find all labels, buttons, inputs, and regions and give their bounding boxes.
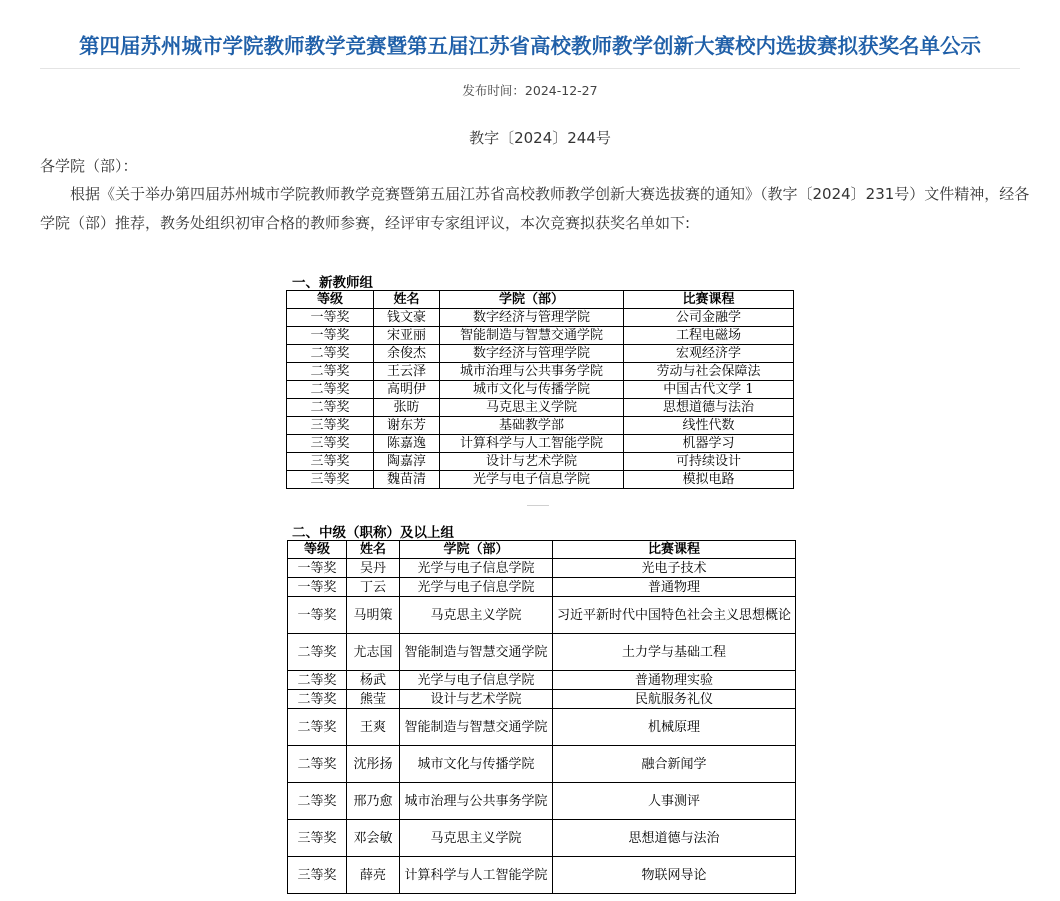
table-row bbox=[287, 381, 794, 399]
cell-college: 城市文化与传播学院 bbox=[440, 381, 624, 399]
title-divider bbox=[40, 68, 1020, 69]
cell-course: 人事测评 bbox=[553, 783, 796, 820]
cell-teacher-name: 丁云 bbox=[347, 578, 400, 597]
table-header-row bbox=[287, 291, 794, 309]
cell-course: 物联网导论 bbox=[553, 857, 796, 894]
cell-college: 计算科学与人工智能学院 bbox=[440, 435, 624, 453]
cell-course: 光电子技术 bbox=[553, 559, 796, 578]
table-row bbox=[288, 690, 796, 709]
cell-college: 城市治理与公共事务学院 bbox=[400, 783, 553, 820]
cell-college: 基础教学部 bbox=[440, 417, 624, 435]
cell-college: 城市治理与公共事务学院 bbox=[440, 363, 624, 381]
column-header-course: 比赛课程 bbox=[624, 291, 794, 309]
cell-college: 数字经济与管理学院 bbox=[440, 345, 624, 363]
cell-teacher-name: 陈嘉逸 bbox=[374, 435, 440, 453]
cell-course: 机械原理 bbox=[553, 709, 796, 746]
table-row bbox=[287, 435, 794, 453]
cell-award-level: 二等奖 bbox=[287, 381, 374, 399]
cell-award-level: 三等奖 bbox=[288, 857, 347, 894]
publish-date: 2024-12-27 bbox=[524, 83, 598, 98]
cell-award-level: 二等奖 bbox=[287, 363, 374, 381]
cell-award-level: 三等奖 bbox=[287, 471, 374, 489]
cell-teacher-name: 杨武 bbox=[347, 671, 400, 690]
cell-course: 模拟电路 bbox=[624, 471, 794, 489]
cell-college: 马克思主义学院 bbox=[440, 399, 624, 417]
cell-teacher-name: 余俊杰 bbox=[374, 345, 440, 363]
group1-title: 一、新教师组 bbox=[292, 275, 373, 291]
table-row bbox=[287, 327, 794, 345]
cell-course: 融合新闻学 bbox=[553, 746, 796, 783]
cell-award-level: 三等奖 bbox=[288, 820, 347, 857]
cell-award-level: 一等奖 bbox=[287, 309, 374, 327]
table-row bbox=[288, 634, 796, 671]
cell-award-level: 二等奖 bbox=[288, 746, 347, 783]
table-row bbox=[287, 471, 794, 489]
group2-title: 二、中级（职称）及以上组 bbox=[292, 525, 454, 541]
cell-college: 光学与电子信息学院 bbox=[400, 671, 553, 690]
cell-award-level: 二等奖 bbox=[287, 399, 374, 417]
body-paragraph: 根据《关于举办第四届苏州城市学院教师教学竞赛暨第五届江苏省高校教师教学创新大赛选拔赛的通知》（教字〔2024〕231号）文件精神，经各学院（部）推荐，教务处组织初审合格的教师参赛，经评审专家组评议，本次竞赛拟获奖名单如下: bbox=[40, 185, 1030, 232]
column-header-award-level: 等级 bbox=[287, 291, 374, 309]
table-header-row bbox=[288, 541, 796, 559]
cell-college: 马克思主义学院 bbox=[400, 597, 553, 634]
salutation: 各学院（部）： bbox=[40, 157, 138, 175]
table-row bbox=[287, 453, 794, 471]
new-teacher-award-table bbox=[286, 290, 794, 489]
table-row bbox=[287, 399, 794, 417]
table-row bbox=[288, 597, 796, 634]
cell-award-level: 二等奖 bbox=[288, 690, 347, 709]
cell-college: 智能制造与智慧交通学院 bbox=[440, 327, 624, 345]
cell-course: 土力学与基础工程 bbox=[553, 634, 796, 671]
column-header-teacher-name: 姓名 bbox=[347, 541, 400, 559]
cell-teacher-name: 王爽 bbox=[347, 709, 400, 746]
cell-course: 民航服务礼仪 bbox=[553, 690, 796, 709]
cell-teacher-name: 邢乃愈 bbox=[347, 783, 400, 820]
cell-course: 劳动与社会保障法 bbox=[624, 363, 794, 381]
cell-teacher-name: 邓会敏 bbox=[347, 820, 400, 857]
senior-teacher-award-table bbox=[287, 540, 796, 894]
cell-course: 普通物理实验 bbox=[553, 671, 796, 690]
cell-teacher-name: 谢东芳 bbox=[374, 417, 440, 435]
cell-course: 工程电磁场 bbox=[624, 327, 794, 345]
cell-college: 光学与电子信息学院 bbox=[400, 559, 553, 578]
cell-teacher-name: 陶嘉淳 bbox=[374, 453, 440, 471]
cell-course: 习近平新时代中国特色社会主义思想概论 bbox=[553, 597, 796, 634]
cell-award-level: 一等奖 bbox=[288, 559, 347, 578]
cell-course: 可持续设计 bbox=[624, 453, 794, 471]
cell-college: 数字经济与管理学院 bbox=[440, 309, 624, 327]
cell-award-level: 一等奖 bbox=[288, 578, 347, 597]
cell-teacher-name: 魏苗清 bbox=[374, 471, 440, 489]
column-header-college: 学院（部） bbox=[440, 291, 624, 309]
cell-award-level: 三等奖 bbox=[287, 453, 374, 471]
cell-course: 普通物理 bbox=[553, 578, 796, 597]
table-row bbox=[288, 578, 796, 597]
divider bbox=[527, 505, 549, 506]
table-row bbox=[288, 559, 796, 578]
table-row bbox=[287, 309, 794, 327]
column-header-award-level: 等级 bbox=[288, 541, 347, 559]
cell-award-level: 二等奖 bbox=[287, 345, 374, 363]
cell-award-level: 一等奖 bbox=[287, 327, 374, 345]
table-row bbox=[288, 857, 796, 894]
cell-course: 思想道德与法治 bbox=[553, 820, 796, 857]
cell-college: 设计与艺术学院 bbox=[400, 690, 553, 709]
cell-award-level: 二等奖 bbox=[288, 783, 347, 820]
document-number: 教字〔2024〕244号 bbox=[469, 129, 611, 147]
cell-teacher-name: 吴丹 bbox=[347, 559, 400, 578]
table-row bbox=[288, 709, 796, 746]
cell-college: 光学与电子信息学院 bbox=[440, 471, 624, 489]
cell-teacher-name: 王云泽 bbox=[374, 363, 440, 381]
cell-teacher-name: 高明伊 bbox=[374, 381, 440, 399]
cell-teacher-name: 马明策 bbox=[347, 597, 400, 634]
cell-course: 公司金融学 bbox=[624, 309, 794, 327]
cell-course: 机器学习 bbox=[624, 435, 794, 453]
cell-teacher-name: 张昉 bbox=[374, 399, 440, 417]
cell-college: 马克思主义学院 bbox=[400, 820, 553, 857]
cell-college: 智能制造与智慧交通学院 bbox=[400, 634, 553, 671]
page-title: 第四届苏州城市学院教师教学竞赛暨第五届江苏省高校教师教学创新大赛校内选拔赛拟获奖名单公示 bbox=[79, 34, 981, 58]
cell-award-level: 二等奖 bbox=[288, 671, 347, 690]
cell-teacher-name: 钱文豪 bbox=[374, 309, 440, 327]
cell-award-level: 一等奖 bbox=[288, 597, 347, 634]
cell-award-level: 二等奖 bbox=[288, 709, 347, 746]
cell-course: 中国古代文学 1 bbox=[624, 381, 794, 399]
cell-teacher-name: 沈彤扬 bbox=[347, 746, 400, 783]
cell-teacher-name: 宋亚丽 bbox=[374, 327, 440, 345]
table-row bbox=[288, 783, 796, 820]
cell-course: 宏观经济学 bbox=[624, 345, 794, 363]
cell-college: 城市文化与传播学院 bbox=[400, 746, 553, 783]
column-header-college: 学院（部） bbox=[400, 541, 553, 559]
table-row bbox=[287, 345, 794, 363]
cell-course: 线性代数 bbox=[624, 417, 794, 435]
column-header-course: 比赛课程 bbox=[553, 541, 796, 559]
table-row bbox=[287, 363, 794, 381]
cell-college: 计算科学与人工智能学院 bbox=[400, 857, 553, 894]
cell-award-level: 三等奖 bbox=[287, 435, 374, 453]
publish-label: 发布时间： bbox=[462, 83, 525, 98]
cell-teacher-name: 尤志国 bbox=[347, 634, 400, 671]
cell-college: 智能制造与智慧交通学院 bbox=[400, 709, 553, 746]
cell-teacher-name: 薛亮 bbox=[347, 857, 400, 894]
table-row bbox=[288, 746, 796, 783]
cell-college: 光学与电子信息学院 bbox=[400, 578, 553, 597]
column-header-teacher-name: 姓名 bbox=[374, 291, 440, 309]
cell-award-level: 二等奖 bbox=[288, 634, 347, 671]
table-row bbox=[287, 417, 794, 435]
cell-award-level: 三等奖 bbox=[287, 417, 374, 435]
cell-college: 设计与艺术学院 bbox=[440, 453, 624, 471]
cell-course: 思想道德与法治 bbox=[624, 399, 794, 417]
publish-info bbox=[0, 81, 1060, 99]
cell-teacher-name: 熊莹 bbox=[347, 690, 400, 709]
table-row bbox=[288, 671, 796, 690]
table-row bbox=[288, 820, 796, 857]
